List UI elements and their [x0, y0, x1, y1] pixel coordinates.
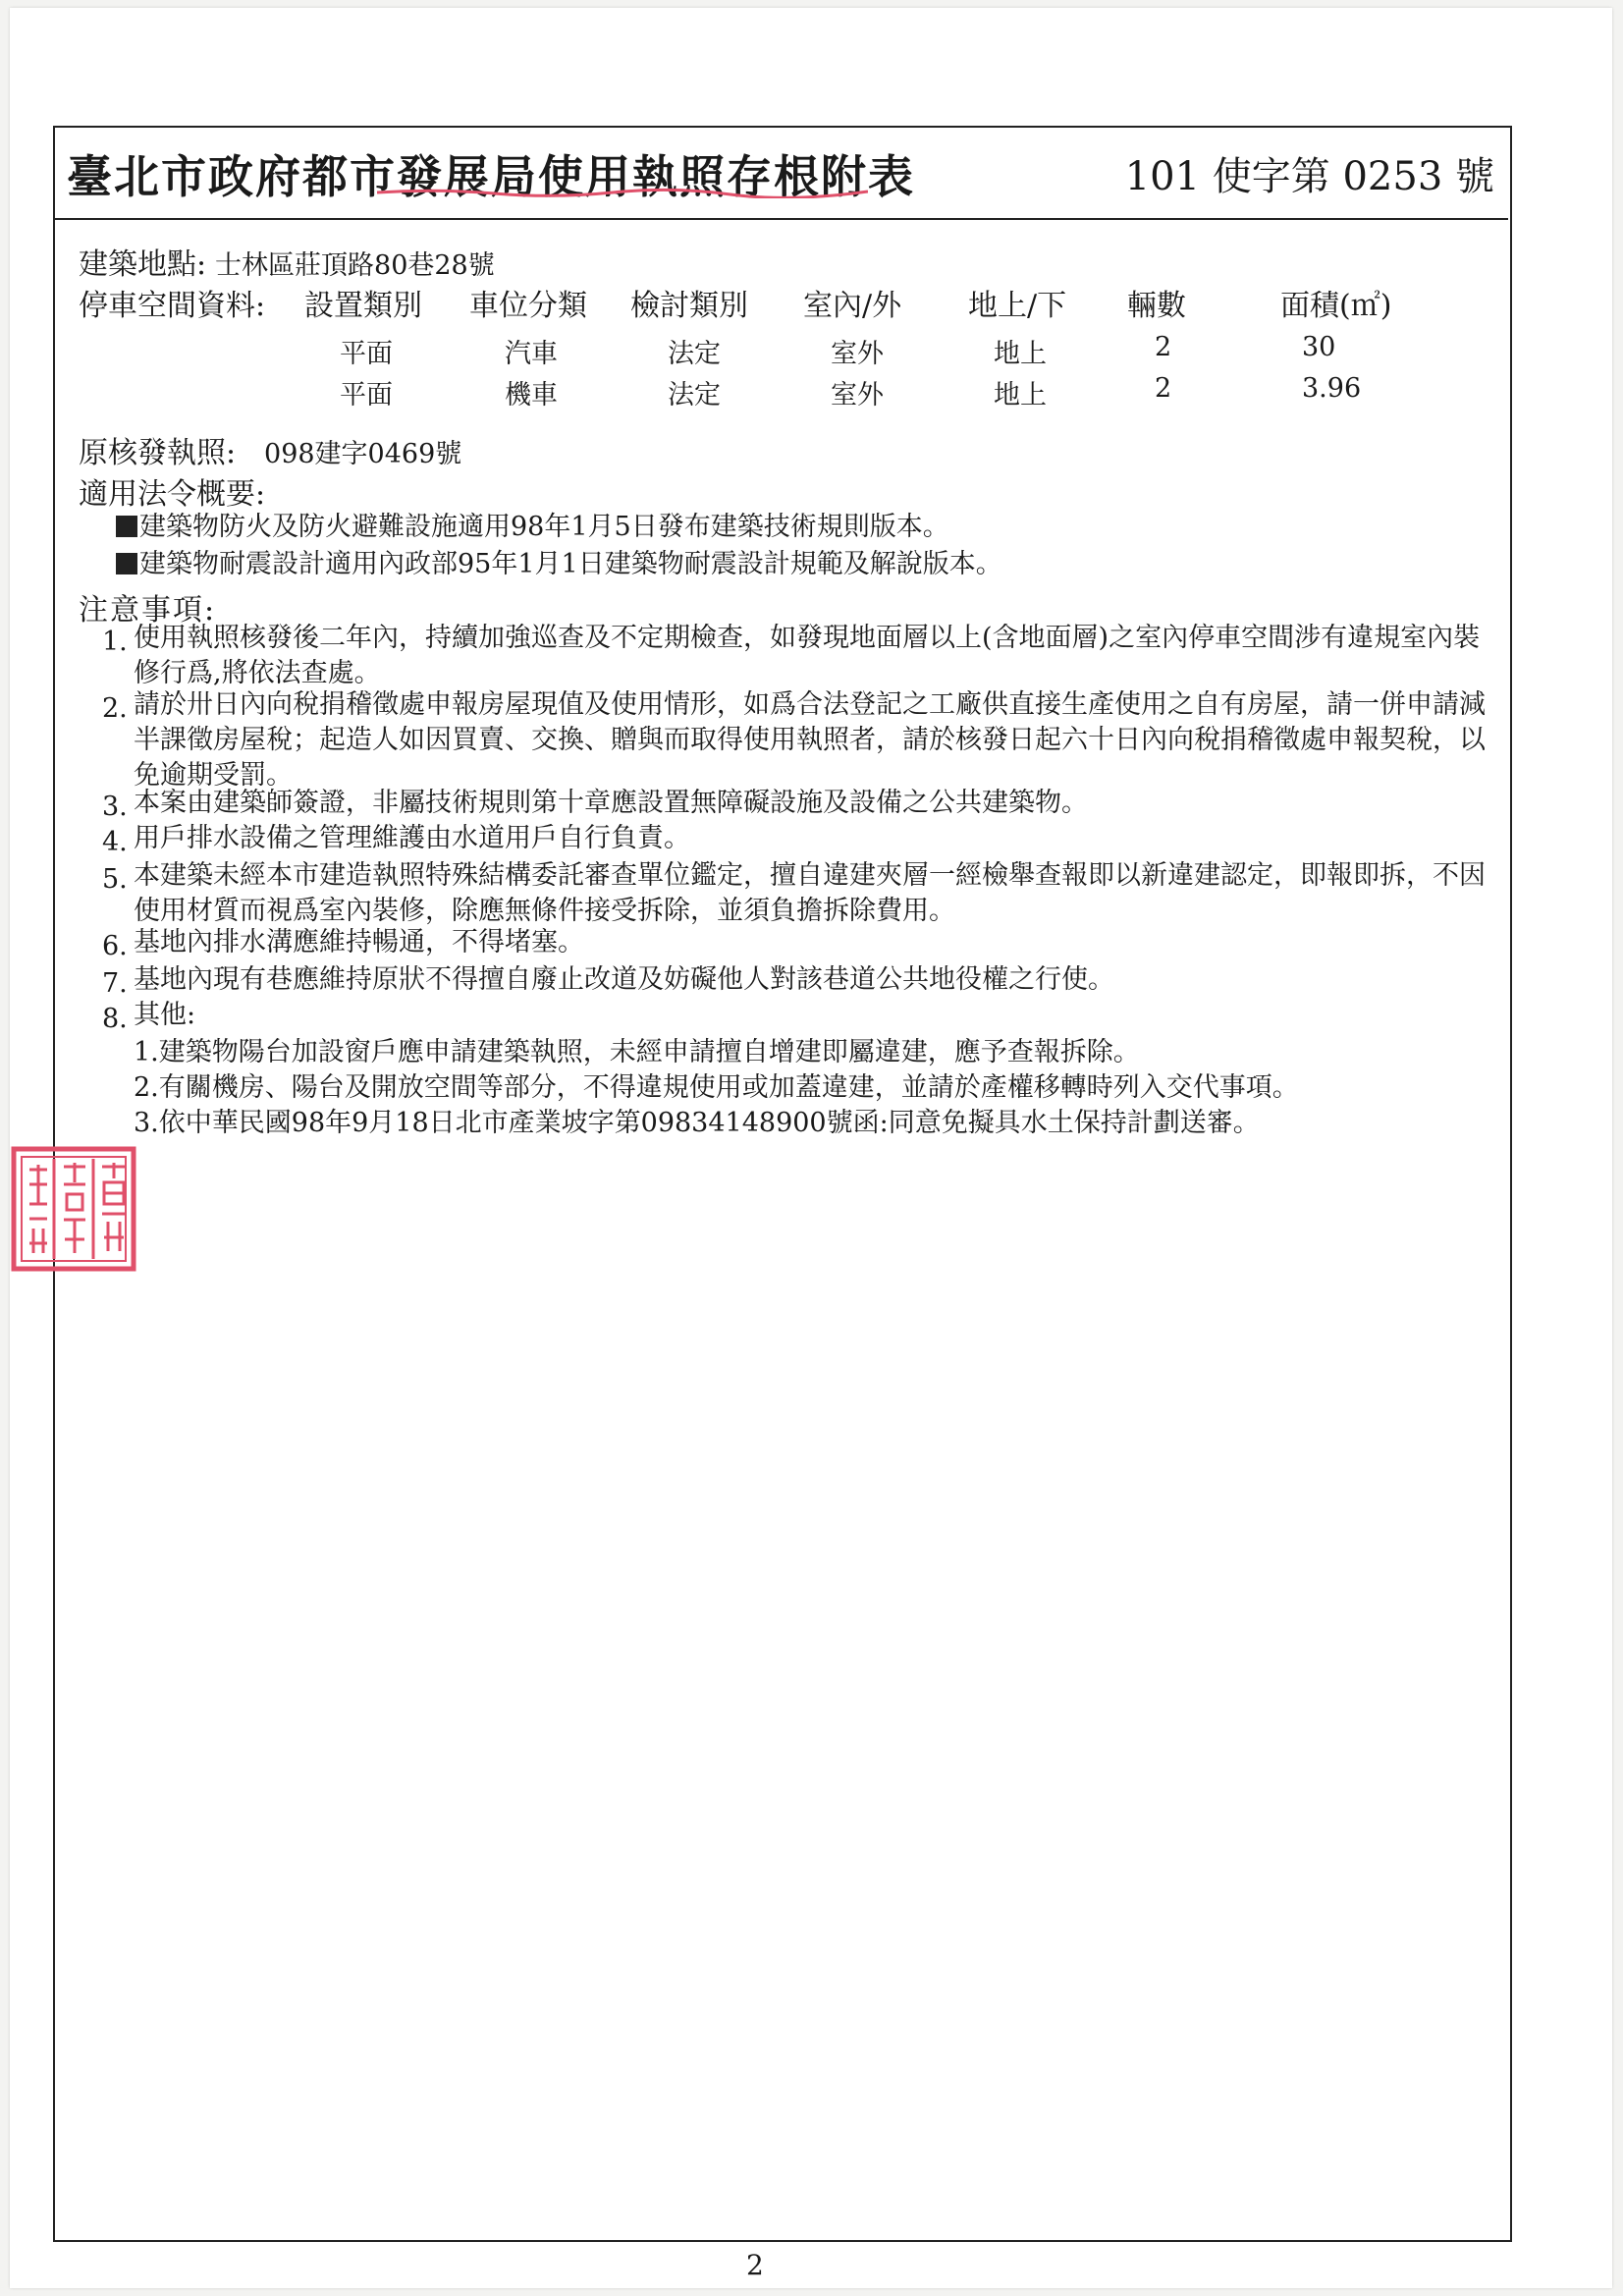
- parking-cell: 室外: [831, 339, 884, 369]
- parking-col-header: 室內/外: [803, 289, 902, 323]
- original-permit-value: 098建字0469號: [264, 439, 462, 469]
- note-number: 8.: [102, 1004, 128, 1034]
- note-text: 本案由建築師簽證，非屬技術規則第十章應設置無障礙設施及設備之公共建築物。: [134, 788, 1088, 818]
- red-underline-mark: [377, 187, 868, 198]
- note-number: 6.: [102, 931, 128, 961]
- parking-cell: 3.96: [1302, 373, 1362, 404]
- note-number: 3.: [102, 792, 128, 822]
- square-bullet-icon: [116, 553, 137, 574]
- site-value: 士林區莊頂路80巷28號: [215, 250, 495, 281]
- note-text: 本建築未經本市建造執照特殊結構委託審查單位鑑定，擅自違建夾層一經檢舉查報即以新違建認定，即報即拆，不因使用材質而視爲室內裝修，除應無條件接受拆除，並須負擔拆除費用。: [134, 860, 1486, 926]
- note-number: 5.: [102, 864, 128, 895]
- regulation-text: 建築物耐震設計適用內政部95年1月1日建築物耐震設計規範及解說版本。: [139, 549, 1002, 579]
- official-seal-stamp: [10, 1145, 137, 1273]
- regulation-text: 建築物防火及防火避難設施適用98年1月5日發布建築技術規則版本。: [139, 512, 949, 542]
- note-number: 2.: [102, 693, 128, 724]
- note-number: 1.: [102, 627, 128, 657]
- parking-cell: 平面: [340, 380, 393, 410]
- parking-cell: 地上: [994, 380, 1047, 410]
- document-title: 臺北市政府都市發展局使用執照存根附表: [67, 150, 915, 203]
- parking-cell: 地上: [994, 339, 1047, 369]
- note-text: 其他:: [134, 1000, 196, 1030]
- parking-cell: 2: [1155, 332, 1172, 362]
- site-label: 建築地點:: [79, 247, 207, 282]
- parking-col-header: 檢討類別: [630, 289, 748, 323]
- parking-cell: 平面: [340, 339, 393, 369]
- parking-col-header: 地上/下: [968, 289, 1067, 323]
- note-text: 基地內現有巷應維持原狀不得擅自廢止改道及妨礙他人對該巷道公共地役權之行使。: [134, 964, 1114, 995]
- note-number: 7.: [102, 968, 128, 999]
- parking-col-header: 設置類別: [304, 289, 422, 323]
- note-number: 4.: [102, 827, 128, 857]
- page-number: 2: [746, 2249, 764, 2281]
- notes-label: 注意事項:: [79, 593, 217, 628]
- parking-label: 停車空間資料:: [79, 289, 266, 323]
- parking-cell: 汽車: [505, 339, 558, 369]
- permit-number: 101 使字第 0253 號: [1124, 154, 1494, 199]
- parking-cell: 2: [1155, 373, 1172, 404]
- parking-col-header: 面積(㎡): [1280, 289, 1392, 323]
- regulations-label: 適用法令概要:: [79, 477, 266, 512]
- note-sub-item: 1.建築物陽台加設窗戶應申請建築執照，未經申請擅自增建即屬違建，應予查報拆除。: [134, 1037, 1140, 1067]
- original-permit-label: 原核發執照:: [79, 436, 237, 470]
- parking-cell: 室外: [831, 380, 884, 410]
- parking-cell: 機車: [505, 380, 558, 410]
- title-row: [53, 126, 1508, 220]
- original-permit-line: [79, 428, 461, 471]
- note-sub-item: 2.有關機房、陽台及開放空間等部分，不得違規使用或加蓋違建，並請於產權移轉時列入交代事項。: [134, 1072, 1299, 1103]
- note-text: 使用執照核發後二年內，持續加強巡查及不定期檢查，如發現地面層以上(含地面層)之室內停車空間涉有違規室內裝修行爲,將依法查處。: [134, 623, 1481, 688]
- note-sub-item: 3.依中華民國98年9月18日北市產業坡字第09834148900號函:同意免擬具水土保持計劃送審。: [134, 1108, 1260, 1138]
- site-line: [79, 240, 495, 283]
- note-text: 請於卅日內向稅捐稽徵處申報房屋現值及使用情形，如爲合法登記之工廠供直接生產使用之自有房屋，請一併申請減半課徵房屋稅；起造人如因買賣、交換、贈與而取得使用執照者，請於核發日起六十日內向稅捐稽徵處申報契稅，以免逾期受罰。: [134, 689, 1486, 791]
- parking-cell: 法定: [668, 339, 721, 369]
- parking-cell: 法定: [668, 380, 721, 410]
- note-text: 用戶排水設備之管理維護由水道用戶自行負責。: [134, 823, 690, 853]
- square-bullet-icon: [116, 516, 137, 537]
- parking-cell: 30: [1302, 332, 1336, 362]
- regulation-item: [116, 542, 1002, 580]
- note-text: 基地內排水溝應維持暢通，不得堵塞。: [134, 927, 584, 957]
- regulation-item: [116, 505, 949, 543]
- parking-col-header: 輛數: [1127, 289, 1186, 323]
- parking-col-header: 車位分類: [469, 289, 587, 323]
